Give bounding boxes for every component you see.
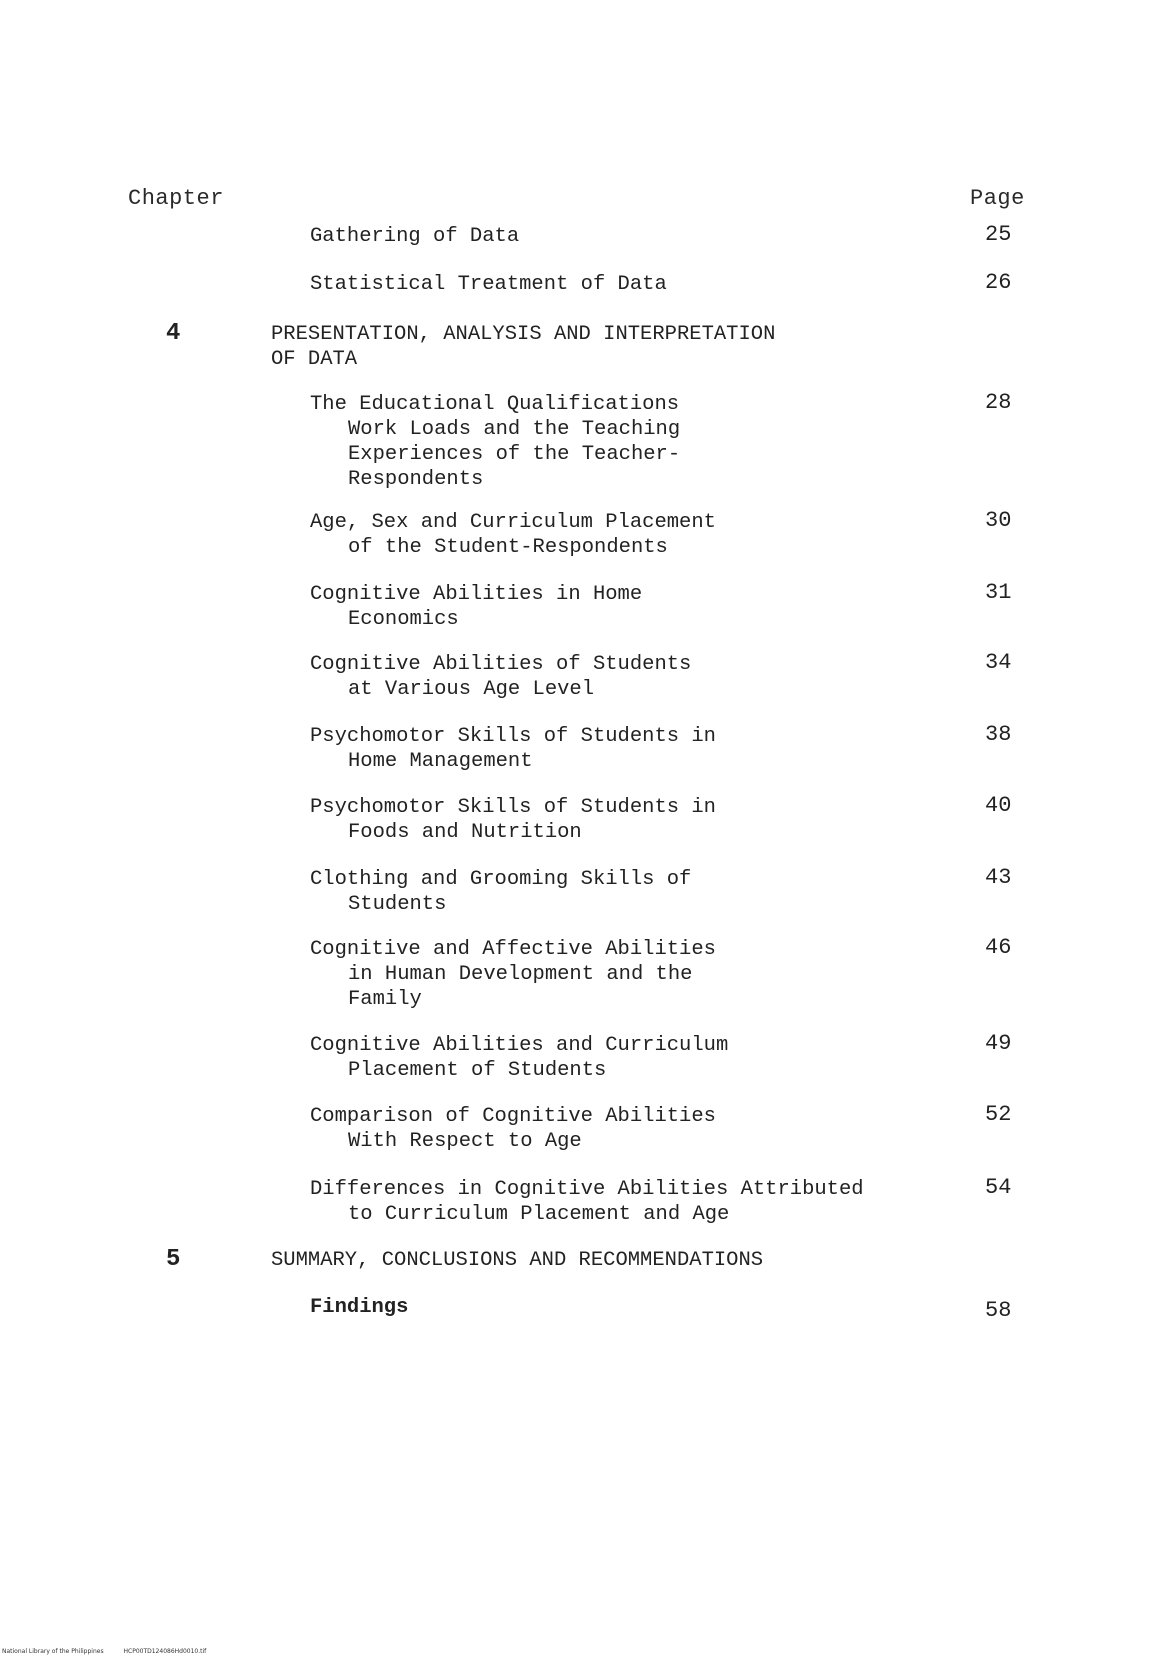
toc-entry-title: Age, Sex and Curriculum Placement of the Student-Respondents [310,511,716,559]
toc-entry [310,1104,910,1154]
toc-entry [310,937,910,1012]
chapter-column-header: Chapter [128,186,224,211]
toc-entry-title: Clothing and Grooming Skills of Students [310,868,692,916]
toc-entry-title: Findings [310,1296,409,1319]
toc-entry-title: The Educational Qualifications Work Loads and the Teaching Experiences of the Teacher- Respondents [310,393,681,491]
toc-entry-title: Comparison of Cognitive Abilities With Respect to Age [310,1105,716,1153]
toc-entry-title: Statistical Treatment of Data [310,273,667,296]
toc-entry-page: 26 [985,270,1012,295]
toc-entry [310,1033,910,1083]
toc-entry [310,392,910,492]
toc-entry-page: 31 [985,580,1012,605]
toc-entry-title: Cognitive Abilities and Curriculum Placement of Students [310,1034,729,1082]
toc-entry-page: 52 [985,1102,1012,1127]
toc-entry [310,795,910,845]
toc-entry-page: 34 [985,650,1012,675]
chapter-number: 5 [166,1246,181,1273]
footer-library: National Library of the Philippines [2,1648,104,1655]
chapter-heading: PRESENTATION, ANALYSIS AND INTERPRETATION OF DATA [271,323,776,371]
toc-entry-page: 58 [985,1298,1012,1323]
chapter-heading: SUMMARY, CONCLUSIONS AND RECOMMENDATIONS [271,1249,764,1272]
toc-entry [310,272,910,297]
toc-entry-title: Cognitive Abilities in Home Economics [310,583,643,631]
toc-entry-page: 30 [985,508,1012,533]
toc-entry-page: 38 [985,722,1012,747]
toc-entry-title: Cognitive and Affective Abilities in Human Development and the Family [310,938,716,1011]
toc-entry-title: Psychomotor Skills of Students in Foods and Nutrition [310,796,716,844]
toc-entry [310,1295,910,1320]
toc-entry-title: Cognitive Abilities of Students at Various Age Level [310,653,692,701]
toc-entry [310,582,910,632]
toc-entry [310,224,910,249]
toc-entry [310,1177,930,1227]
toc-entry [310,867,910,917]
toc-entry-page: 46 [985,935,1012,960]
toc-entry [310,724,910,774]
page-column-header: Page [970,186,1025,211]
toc-entry-page: 40 [985,793,1012,818]
toc-entry-page: 54 [985,1175,1012,1200]
toc-entry-title: Psychomotor Skills of Students in Home Management [310,725,716,773]
toc-entry-page: 25 [985,222,1012,247]
toc-entry-page: 28 [985,390,1012,415]
scan-footer [2,1648,224,1655]
chapter-number: 4 [166,320,181,347]
toc-entry-title: Differences in Cognitive Abilities Attributed to Curriculum Placement and Age [310,1178,864,1226]
toc-entry [310,652,910,702]
toc-entry-page: 49 [985,1031,1012,1056]
toc-entry [310,510,910,560]
toc-entry-title: Gathering of Data [310,225,520,248]
footer-file-id: HCP00TD124086Hd0010.tif [123,1648,207,1655]
toc-entry-page: 43 [985,865,1012,890]
